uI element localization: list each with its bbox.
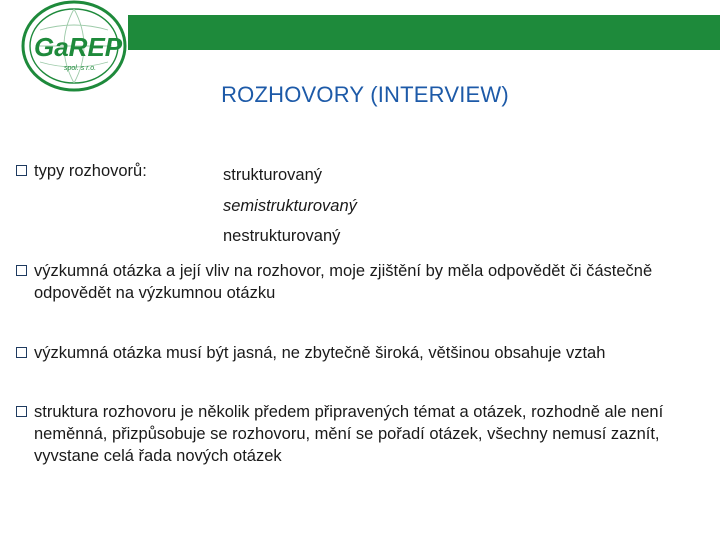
list-item-types	[16, 160, 706, 182]
interview-types-list	[223, 160, 357, 252]
page-title: ROZHOVORY (INTERVIEW)	[221, 82, 509, 107]
bullet-text: výzkumná otázka musí být jasná, ne zbytečně široká, většinou obsahuje vztah	[34, 344, 606, 362]
list-item	[16, 260, 706, 304]
garep-logo	[18, 0, 130, 92]
header-accent-bar	[128, 15, 720, 50]
type-structured: strukturovaný	[223, 166, 323, 184]
checkbox-bullet-icon	[16, 406, 27, 417]
list-item	[16, 401, 706, 467]
bullet-text: struktura rozhovoru je několik předem připravených témat a otázek, rozhodně ale není neměnná, přizpůsobuje se rozhovoru, mění se pořadí otázek, všechny nemusí zaznít, vyvstane celá řada nových otázek	[34, 403, 664, 465]
svg-text:GaREP: GaREP	[34, 32, 123, 62]
garep-logo-graphic	[18, 0, 130, 92]
checkbox-bullet-icon	[16, 165, 27, 176]
type-unstructured: nestrukturovaný	[223, 227, 341, 245]
checkbox-bullet-icon	[16, 265, 27, 276]
bullet-text: výzkumná otázka a její vliv na rozhovor, moje zjištění by měla odpovědět či částečně odpovědět na výzkumnou otázku	[34, 262, 653, 302]
type-semistructured: semistrukturovaný	[223, 196, 357, 215]
svg-text:spol. s r.o.: spol. s r.o.	[64, 65, 97, 72]
list-item	[16, 342, 706, 364]
checkbox-bullet-icon	[16, 347, 27, 358]
types-label: typy rozhovorů:	[34, 162, 147, 180]
